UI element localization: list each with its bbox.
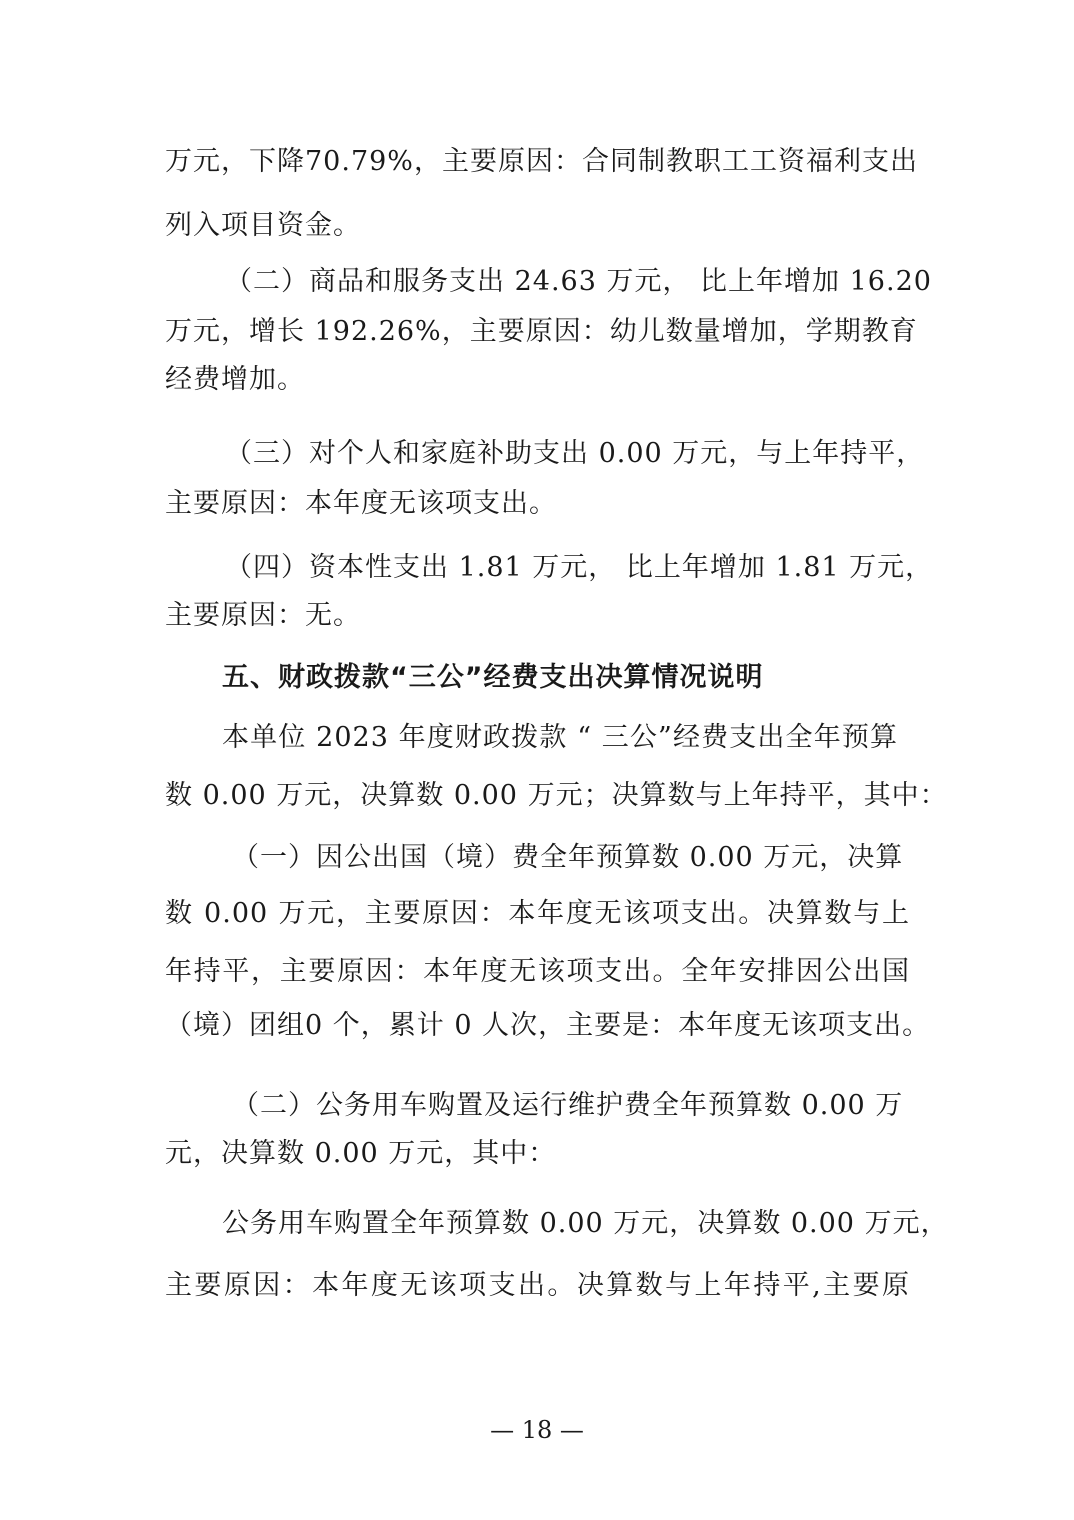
body-line-17: （二）公务用车购置及运行维护费全年预算数 0.00 万: [232, 1090, 904, 1121]
body-line-1: 万元，下降70.79%，主要原因：合同制教职工工资福利支出: [165, 146, 918, 177]
body-line-6: （三）对个人和家庭补助支出 0.00 万元，与上年持平，: [225, 438, 925, 469]
body-line-19: 公务用车购置全年预算数 0.00 万元，决算数 0.00 万元，: [222, 1208, 949, 1239]
body-line-2: 列入项目资金。: [165, 210, 361, 241]
section-heading: 五、财政拨款“三公”经费支出决算情况说明: [222, 662, 764, 693]
body-line-5: 经费增加。: [165, 364, 305, 395]
body-line-4: 万元，增长 192.26%，主要原因：幼儿数量增加，学期教育: [165, 316, 918, 347]
body-line-16: （境）团组0 个，累计 0 人次，主要是：本年度无该项支出。: [165, 1010, 931, 1041]
body-line-7: 主要原因：本年度无该项支出。: [165, 488, 557, 519]
body-line-20: 主要原因：本年度无该项支出。决算数与上年持平,主要原: [165, 1270, 910, 1301]
body-line-15: 年持平，主要原因：本年度无该项支出。全年安排因公出国: [165, 956, 910, 987]
body-line-13: （一）因公出国（境）费全年预算数 0.00 万元，决算: [232, 842, 904, 873]
body-line-3: （二）商品和服务支出 24.63 万元， 比上年增加 16.20: [225, 266, 932, 297]
page-number: — 18 —: [490, 1416, 584, 1444]
body-line-9: 主要原因：无。: [165, 600, 361, 631]
body-line-11: 本单位 2023 年度财政拨款 “ 三公”经费支出全年预算: [222, 722, 898, 753]
body-line-12: 数 0.00 万元，决算数 0.00 万元；决算数与上年持平，其中：: [165, 780, 948, 811]
body-line-8: （四）资本性支出 1.81 万元， 比上年增加 1.81 万元，: [225, 552, 934, 583]
body-line-18: 元，决算数 0.00 万元，其中：: [165, 1138, 557, 1169]
body-line-14: 数 0.00 万元，主要原因：本年度无该项支出。决算数与上: [165, 898, 910, 929]
